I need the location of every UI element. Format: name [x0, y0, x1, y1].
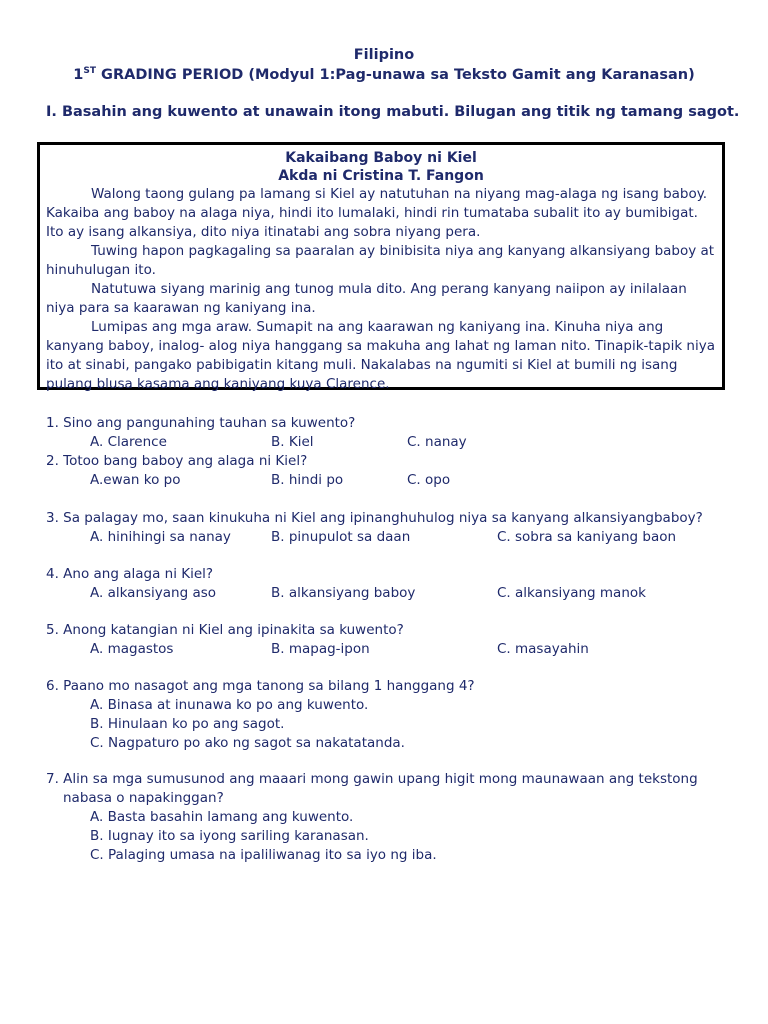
- q3-option-c: C. sobra sa kaniyang baon: [497, 529, 677, 545]
- q2-option-c: C. opo: [407, 472, 451, 488]
- period-rest: GRADING PERIOD (Modyul 1:Pag-unawa sa Teksto Gamit ang Karanasan): [96, 67, 695, 83]
- q3-option-a: A. hinihingi sa nanay: [90, 529, 231, 545]
- q4-option-b: B. alkansiyang baboy: [271, 585, 416, 601]
- question-7: 7. Alin sa mga sumusunod ang maaari mong gawin upang higit mong maunawaan ang tekstong: [46, 771, 698, 787]
- q4-option-a: A. alkansiyang aso: [90, 585, 217, 601]
- q6-option-b: B. Hinulaan ko po ang sagot.: [90, 716, 285, 732]
- question-4: 4. Ano ang alaga ni Kiel?: [46, 566, 214, 582]
- q1-option-c: C. nanay: [407, 434, 467, 450]
- grading-period-title: [0, 66, 768, 83]
- q5-option-c: C. masayahin: [497, 641, 589, 657]
- q6-option-c: C. Nagpaturo po ako ng sagot sa nakatatanda.: [90, 735, 405, 751]
- question-1: 1. Sino ang pangunahing tauhan sa kuwento?: [46, 415, 356, 431]
- q1-option-a: A. Clarence: [90, 434, 167, 450]
- question-3: 3. Sa palagay mo, saan kinukuha ni Kiel ang ipinanghuhulog niya sa kanyang alkansiyangbaboy?: [46, 510, 703, 526]
- q1-option-b: B. Kiel: [271, 434, 314, 450]
- q7-option-b: B. Iugnay ito sa iyong sariling karanasan.: [90, 828, 369, 844]
- story-paragraph: Lumipas ang mga araw. Sumapit na ang kaarawan ng kaniyang ina. Kinuha niya ang kanyang baboy, inalog- alog niya hanggang sa makuha ang lahat ng laman nito. Tinapik-tapik niya ito at sinabi, pangako pabibigatin kitang muli. Nakalabas na ngumiti si Kiel at bumili ng isang pulang blusa kasama ang kaniyang kuya Clarence.: [46, 319, 715, 392]
- story-box: [37, 142, 725, 390]
- q2-option-a: A.ewan ko po: [90, 472, 181, 488]
- q5-option-b: B. mapag-ipon: [271, 641, 370, 657]
- story-author: Akda ni Cristina T. Fangon: [278, 168, 484, 184]
- instruction-text: I. Basahin ang kuwento at unawain itong mabuti. Bilugan ang titik ng tamang sagot.: [46, 104, 740, 120]
- period-superscript: ST: [83, 66, 96, 76]
- story-paragraph: Tuwing hapon pagkagaling sa paaralan ay binibisita niya ang kanyang alkansiyang baboy at hinuhulugan ito.: [46, 243, 715, 278]
- story-paragraph: Natutuwa siyang marinig ang tunog mula dito. Ang perang kanyang naiipon ay inilalaan niya para sa kaarawan ng kaniyang ina.: [46, 281, 687, 316]
- question-7-continued: nabasa o napakinggan?: [63, 790, 224, 806]
- q4-option-c: C. alkansiyang manok: [497, 585, 646, 601]
- question-5: 5. Anong katangian ni Kiel ang ipinakita sa kuwento?: [46, 622, 404, 638]
- question-2: 2. Totoo bang baboy ang alaga ni Kiel?: [46, 453, 308, 469]
- q6-option-a: A. Binasa at inunawa ko po ang kuwento.: [90, 697, 369, 713]
- period-number: 1: [73, 67, 84, 83]
- q7-option-a: A. Basta basahin lamang ang kuwento.: [90, 809, 354, 825]
- story-title: Kakaibang Baboy ni Kiel: [285, 150, 477, 166]
- q2-option-b: B. hindi po: [271, 472, 344, 488]
- story-paragraph: Walong taong gulang pa lamang si Kiel ay natutuhan na niyang mag-alaga ng isang baboy. Kakaiba ang baboy na alaga niya, hindi ito lumalaki, hindi rin tumataba subalit ito ay bumibigat. Ito ay isang alkansiya, dito niya itinatabi ang sobra niyang pera.: [46, 186, 708, 240]
- subject-title: Filipino: [353, 47, 415, 63]
- q3-option-b: B. pinupulot sa daan: [271, 529, 411, 545]
- q5-option-a: A. magastos: [90, 641, 174, 657]
- q7-option-c: C. Palaging umasa na ipaliliwanag ito sa iyo ng iba.: [90, 847, 437, 863]
- question-6: 6. Paano mo nasagot ang mga tanong sa bilang 1 hanggang 4?: [46, 678, 475, 694]
